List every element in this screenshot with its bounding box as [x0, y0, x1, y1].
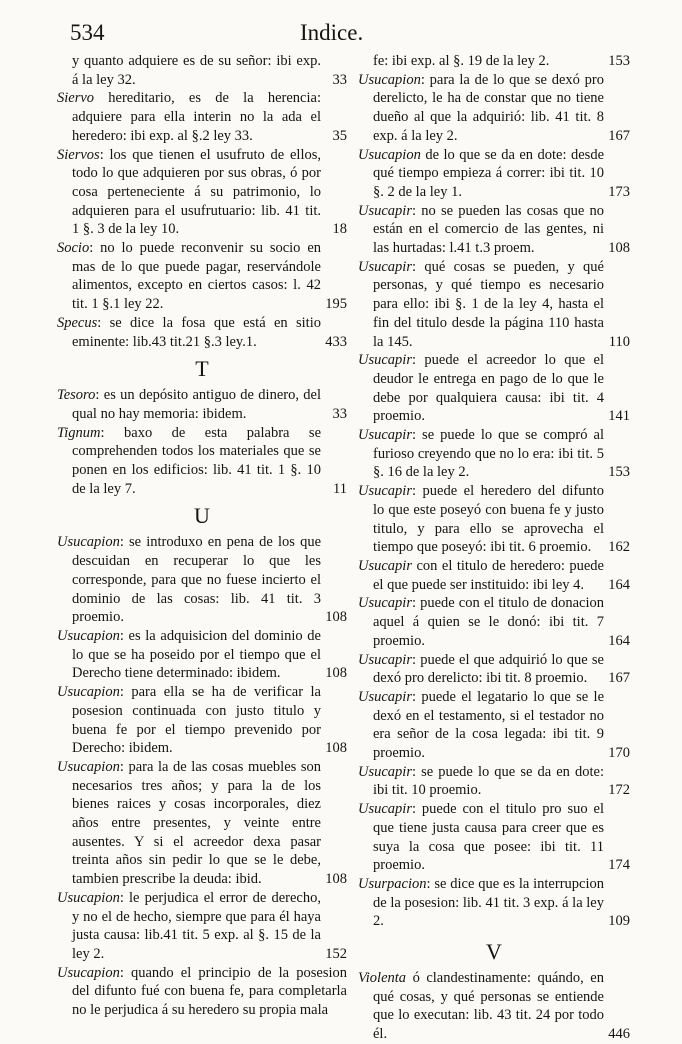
- index-entry: [358, 258, 630, 352]
- entry-page-number: 167: [608, 670, 630, 687]
- entry-page-number: 11: [333, 480, 347, 497]
- section-letter: U: [194, 503, 210, 529]
- entry-text: : no se pueden las cosas que no están en el comercio de las gentes, ni las hurtadas: l.41 t.3 proem.: [373, 202, 604, 257]
- entry-page-number: 109: [608, 913, 630, 930]
- entry-headword: Usucapir: [358, 202, 412, 219]
- entry-headword: Usucapion: [358, 71, 421, 88]
- entry-headword: Usucapir: [358, 483, 412, 500]
- entry-text: : puede con el titulo pro suo el que tiene justa causa para creer que es suya la cosa que posee: ibi tit. 11 proemio.: [373, 801, 604, 874]
- index-entry: [57, 89, 347, 145]
- index-entry: [57, 889, 347, 964]
- entry-page-number: 167: [608, 127, 630, 144]
- entry-page-number: 153: [608, 53, 630, 69]
- index-entry: [57, 239, 347, 314]
- entry-page-number: 152: [325, 945, 347, 962]
- page-number: 534: [70, 20, 105, 45]
- index-entry: [358, 800, 630, 875]
- entry-headword: Usucapir: [358, 595, 412, 612]
- entry-page-number: 446: [608, 1026, 630, 1043]
- index-entry: [57, 386, 347, 423]
- entry-page-number: 110: [608, 333, 630, 350]
- entry-page-number: 35: [332, 127, 347, 144]
- entry-page-number: 170: [608, 745, 630, 762]
- entry-page-number: 108: [325, 609, 347, 626]
- entry-headword: Usucapion: [57, 889, 120, 906]
- index-entry: [358, 969, 630, 1044]
- entry-text: ó clandestinamente: quándo, en qué cosas, y qué personas se entiende que lo executan: lib. 43 tit. 24 por todo él.: [373, 970, 604, 1043]
- entry-headword: Siervos: [57, 146, 100, 163]
- entry-headword: Usucapion: [57, 758, 120, 775]
- index-entry: [358, 71, 630, 146]
- entry-page-number: 195: [325, 296, 347, 313]
- entry-headword: Usucapir: [358, 427, 412, 444]
- entry-text: : qué cosas se pueden, y qué personas, y qué tiempo es necesario para ello: ibi §. 1 de la ley 4, hasta el fin del titulo desde la página 110 hasta la 145.: [373, 258, 604, 350]
- entry-page-number: 33: [332, 405, 347, 422]
- entry-text: : los que tienen el usufruto de ellos, todo lo que adquieren por sus obras, ó por cosa perteneciente á su patrimonio, lo adquieren para el usufrutuario: lib. 41 tit. 1 §. 3 de la ley 10.: [72, 146, 321, 238]
- entry-text: : es la adquisicion del dominio de lo que se ha poseido por el tiempo que el Derecho tiene determinado: ibidem.: [72, 627, 321, 682]
- entry-text: : se dice que es la interrupcion de la posesion: lib. 41 tit. 3 exp. á la ley 2.: [373, 875, 604, 930]
- index-entry: [57, 533, 347, 627]
- entry-text: : puede el legatario lo que se le dexó en el testamento, si el testador no era señor de la cosa legada: ibi tit. 9 proemio.: [373, 688, 604, 762]
- entry-headword: Usucapion: [57, 534, 120, 551]
- entry-text: y quanto adquiere es de su señor: ibi exp. á la ley 32.: [72, 53, 321, 88]
- entry-text: : baxo de esta palabra se comprehenden todos los materiales que se ponen en los edificios: lib. 41 tit. 1 §. 10 de la ley 7.: [72, 424, 321, 497]
- section-letter: V: [486, 939, 502, 965]
- page-header: [0, 20, 682, 54]
- index-entry: [57, 964, 347, 1020]
- index-entry: [358, 557, 630, 594]
- entry-text: : puede el que adquirió lo que se dexó pro derelicto: ibi tit. 8 proemio.: [373, 651, 604, 687]
- index-entry: [57, 424, 347, 499]
- entry-text: : puede el acreedor lo que el deudor le entrega en pago de lo que le debe por qualquiera causa: ibi tit. 4 proemio.: [373, 352, 604, 425]
- entry-headword: Usucapir: [358, 557, 412, 574]
- entry-text: : para la de lo que se dexó pro derelicto, le ha de constar que no tiene dueño al que la adquirió: lib. 41 tit. 8 exp. á la ley 2.: [373, 71, 604, 144]
- entry-text: fe: ibi exp. al §. 19 de la ley 2.: [373, 53, 550, 69]
- entry-page-number: 18: [332, 221, 347, 238]
- index-entry: [358, 202, 630, 258]
- entry-headword: Socio: [57, 240, 90, 257]
- index-entry: [358, 688, 630, 763]
- entry-headword: Usucapir: [358, 688, 412, 705]
- entry-page-number: 172: [608, 782, 630, 799]
- index-entry: [358, 146, 630, 202]
- entry-headword: Usucapion: [57, 627, 120, 644]
- entry-headword: Usucapion: [358, 146, 421, 163]
- entry-headword: Usucapir: [358, 258, 412, 275]
- entry-headword: Usucapir: [358, 352, 412, 369]
- entry-text: : es un depósito antiguo de dinero, del qual no hay memoria: ibidem.: [72, 387, 321, 422]
- index-entry: [57, 52, 347, 89]
- index-entry: [358, 351, 630, 426]
- entry-headword: Usucapir: [358, 651, 412, 668]
- entry-page-number: 108: [325, 740, 347, 757]
- index-entry: [57, 627, 347, 683]
- entry-text: : quando el principio de la posesion del difunto fué con buena fe, para completarla no le perjudica á su heredero su propia mala: [72, 964, 347, 1019]
- entry-text: con el titulo de heredero: puede el que puede ser instituido: ibi ley 4.: [373, 557, 604, 593]
- entry-page-number: 164: [608, 632, 630, 649]
- entry-headword: Usucapir: [358, 801, 412, 818]
- index-entry: [57, 758, 347, 889]
- entry-headword: Usucapir: [358, 763, 412, 780]
- entry-page-number: 108: [325, 871, 347, 888]
- entry-text: : no lo puede reconvenir su socio en mas de lo que puede pagar, reservándole alimentos, excepto en ciertos casos: l. 42 tit. 1 §.1 ley 22.: [72, 240, 321, 313]
- entry-text: : se dice la fosa que está en sitio eminente: lib.43 tit.21 §.3 ley.1.: [72, 314, 321, 350]
- index-entry: [358, 482, 630, 557]
- entry-page-number: 33: [332, 71, 347, 88]
- entry-headword: Usurpacion: [358, 875, 427, 892]
- entry-headword: Tignum: [57, 424, 101, 441]
- entry-headword: Specus: [57, 314, 98, 331]
- entry-headword: Usucapion: [57, 684, 120, 701]
- entry-text: : para la de las cosas muebles son necesarios tres años; y para la de los bienes raices y cosas incorporales, diez años entre presentes, y veinte entre ausentes. Y si el acreedor dexa pasar treinta años sin pedir lo que se le debe, tambien prescribe la deuda: ibid.: [72, 758, 321, 888]
- entry-text: de lo que se da en dote: desde qué tiempo empieza á correr: ibi tit. 10 §. 2 de la ley 1.: [373, 146, 604, 200]
- index-entry: [57, 146, 347, 240]
- entry-page-number: 108: [608, 240, 630, 257]
- entry-headword: Siervo: [57, 90, 95, 107]
- entry-text: : le perjudica el error de derecho, y no el de hecho, siempre que para él haya justa causa: lib.41 tit. 5 exp. al §. 15 de la ley 2.: [72, 889, 321, 962]
- entry-headword: Usucapion: [57, 964, 120, 981]
- section-letter: T: [195, 356, 209, 382]
- index-entry: [358, 763, 630, 800]
- entry-text: : se introduxo en pena de los que descuidan en recuperar lo que les corresponde, para que no fuese incierto el dominio de las cosas: lib. 41 tit. 3 proemio.: [72, 534, 321, 626]
- entry-page-number: 153: [608, 464, 630, 481]
- running-title: Indice.: [300, 20, 364, 45]
- entry-page-number: 173: [608, 183, 630, 200]
- index-entry: [358, 594, 630, 650]
- entry-page-number: 162: [608, 539, 630, 556]
- index-entry: [57, 314, 347, 351]
- entry-page-number: 141: [608, 408, 630, 425]
- entry-page-number: 164: [608, 576, 630, 593]
- entry-page-number: 174: [608, 857, 630, 874]
- entry-text: hereditario, es de la herencia: adquiere para ella interin no la ada el heredero: ibi exp. al §.2 ley 33.: [72, 90, 321, 144]
- entry-text: : para ella se ha de verificar la posesion continuada con justo titulo y buena fe por el tiempo prevenido por Derecho: ibidem.: [72, 684, 321, 757]
- entry-text: : puede con el titulo de donacion aquel á quien se le donó: ibi tit. 7 proemio.: [373, 595, 604, 649]
- entry-page-number: 433: [325, 333, 347, 350]
- index-entry: [358, 875, 630, 931]
- right-column: [358, 52, 630, 1044]
- index-entry: [358, 52, 630, 71]
- left-column: [57, 52, 347, 1020]
- entry-text: : puede el heredero del difunto lo que este poseyó con buena fe y justo titulo, y para ello se aprovecha el tiempo que poseyó: ibi tit. 6 proemio.: [373, 483, 604, 556]
- entry-page-number: 108: [325, 665, 347, 682]
- entry-text: : se puede lo que se compró al furioso creyendo que no lo era: ibi tit. 5 §. 16 de la ley 2.: [373, 427, 604, 481]
- entry-headword: Tesoro: [57, 387, 96, 404]
- entry-text: : se puede lo que se da en dote: ibi tit. 10 proemio.: [373, 763, 604, 799]
- entry-headword: Violenta: [358, 970, 407, 987]
- index-entry: [358, 426, 630, 482]
- index-entry: [57, 683, 347, 758]
- index-entry: [358, 651, 630, 688]
